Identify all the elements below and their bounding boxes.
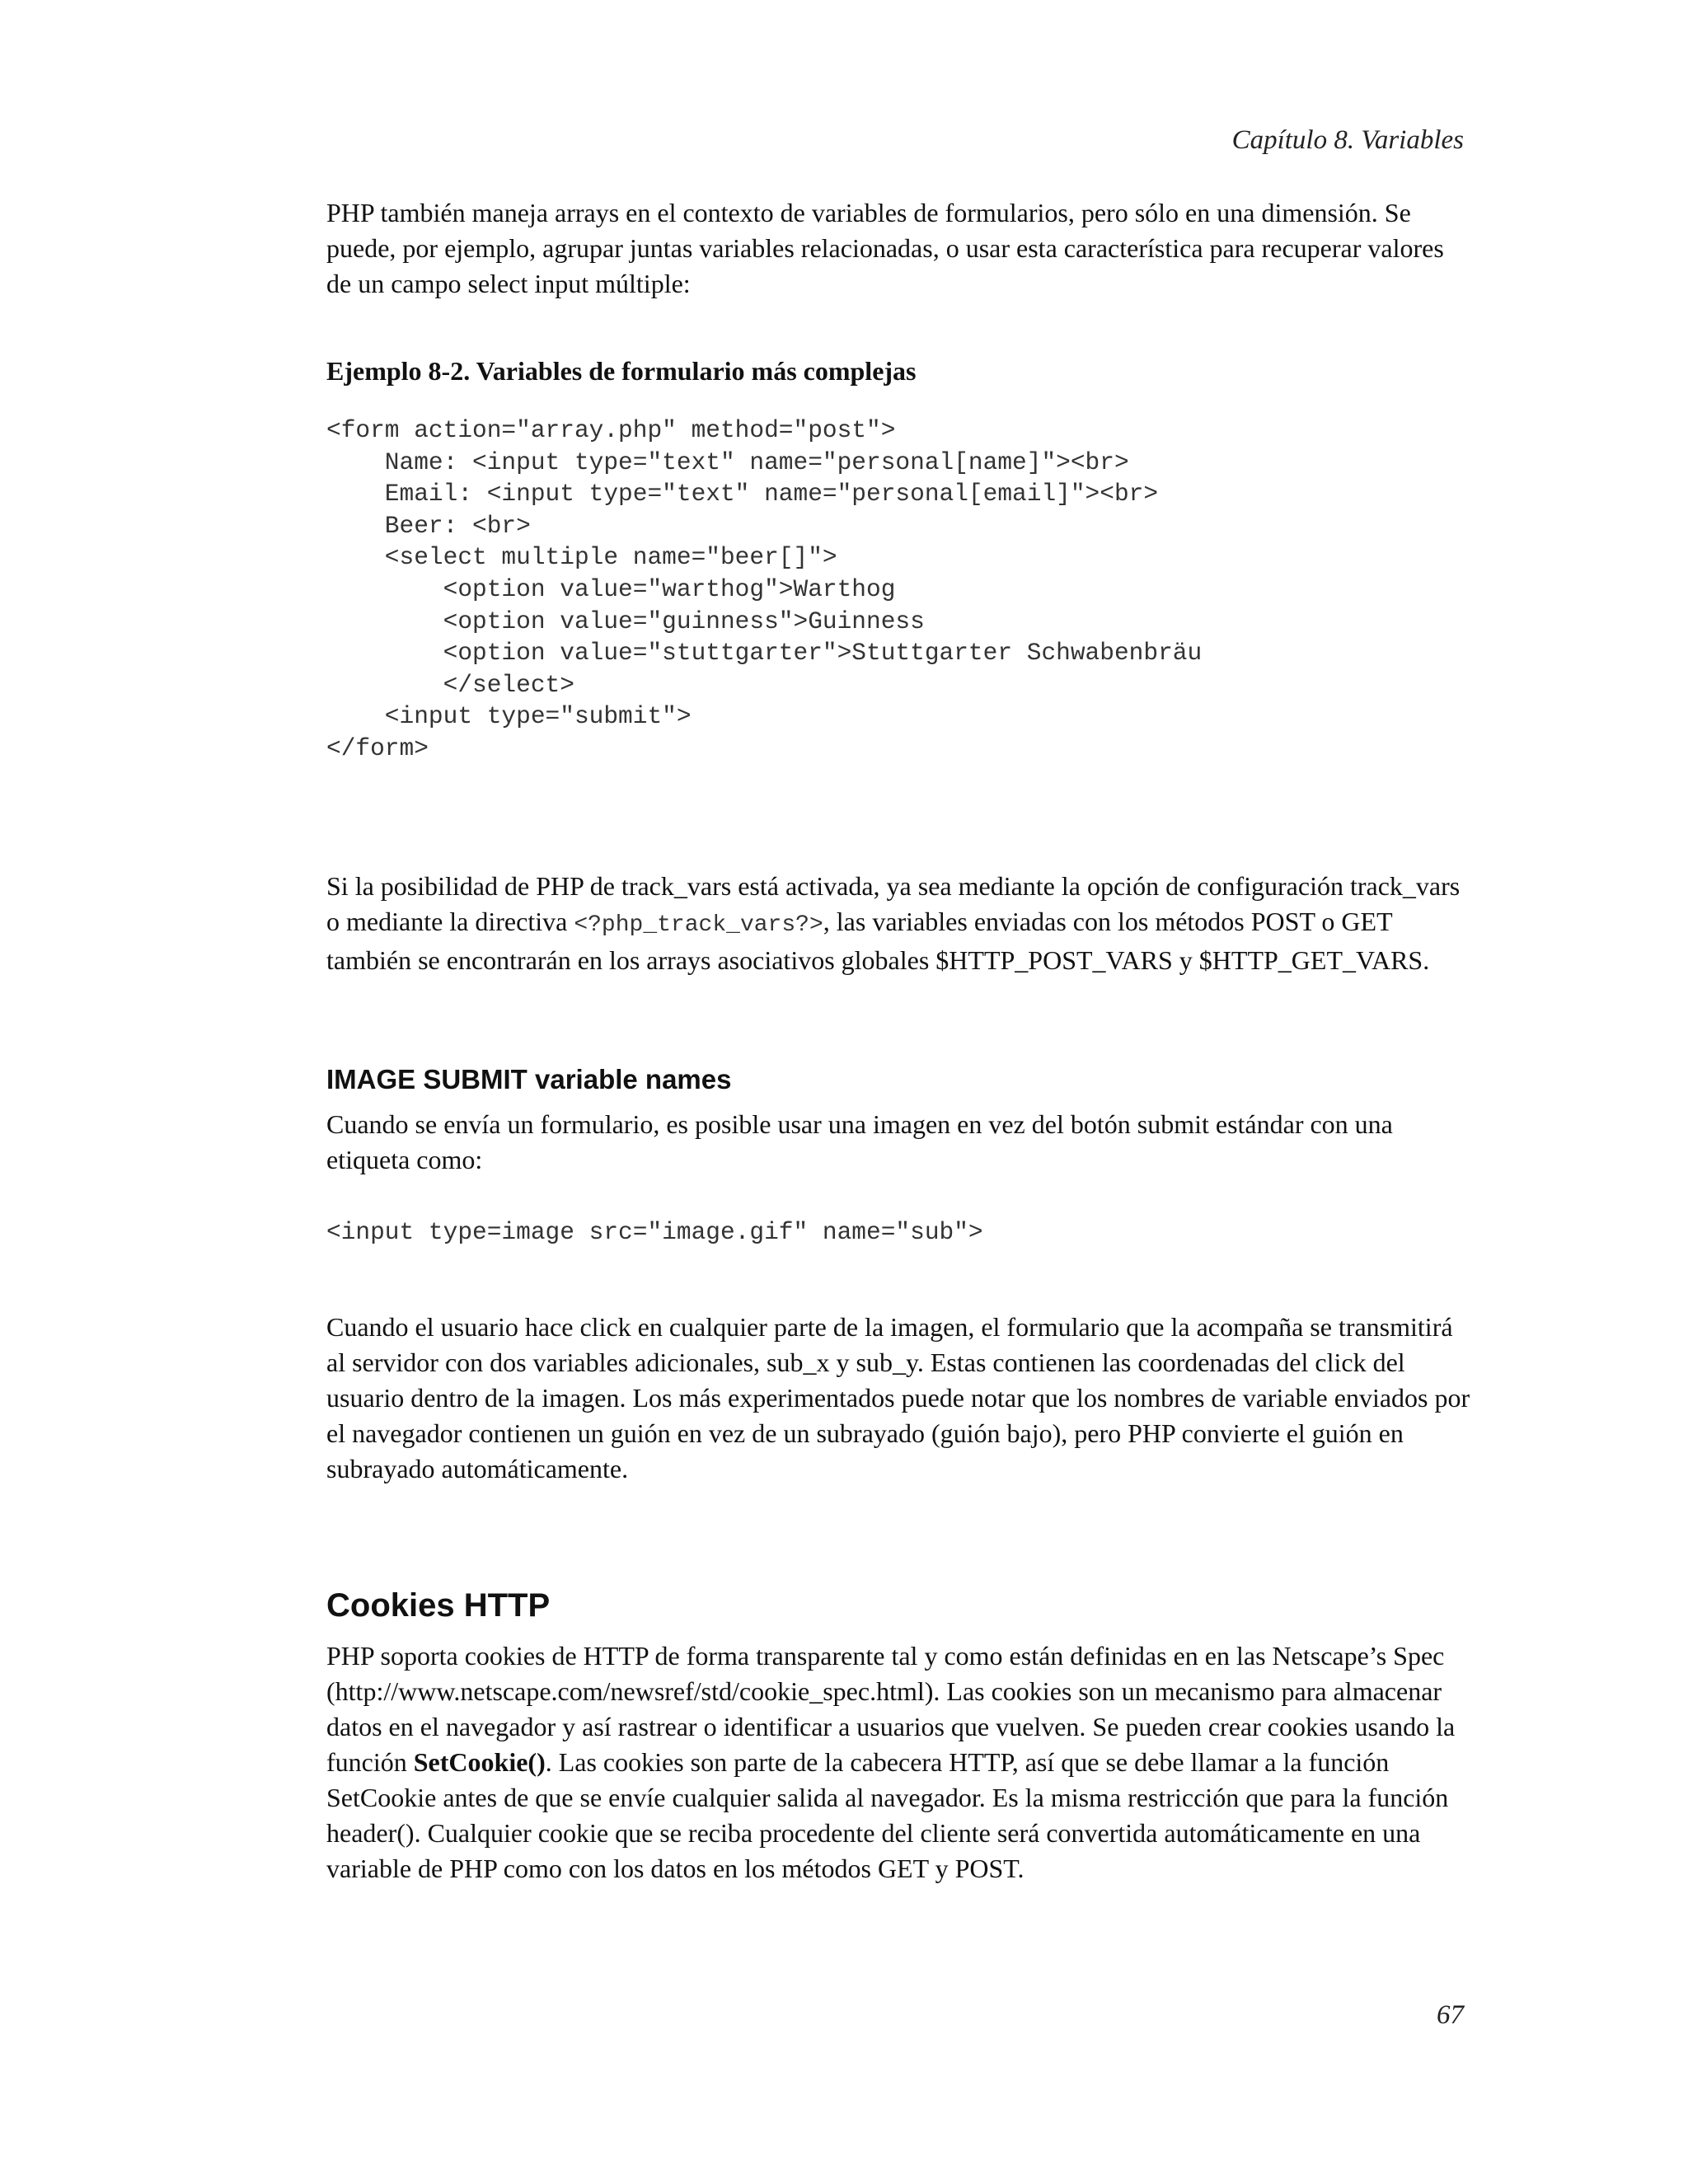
setcookie-function-name: SetCookie() bbox=[413, 1747, 546, 1777]
track-vars-text-1: Si la posibilidad de PHP de track_vars está activada, ya sea mediante la opción de configuración track_vars o mediante la directiva bbox=[326, 871, 1461, 936]
cookies-text-1: PHP soporta cookies de HTTP de forma transparente tal y como están definidas en en las Netscape’s Spec (http://www.netscape.com/newsref/std/cookie_spec.html). Las cookies son un mecanismo para almacenar datos en el navegador y así rastrear o identificar a usuarios que vuelven. Se pueden crear cookies usando la función bbox=[326, 1641, 1456, 1777]
example-title: Ejemplo 8-2. Variables de formulario más complejas bbox=[326, 356, 917, 386]
image-submit-heading: IMAGE SUBMIT variable names bbox=[326, 1064, 732, 1094]
cookies-paragraph bbox=[326, 1638, 1472, 1886]
example-code-block: <form action="array.php" method="post"> Name: <input type="text" name="personal[name]"><br> Email: <input type="text" name="personal[email]"><br> Beer: <br> <select multiple name="beer[]"> <option value="warthog">Warthog <option value="guinness">Guinness <option value="stuttgarter">Stuttgarter Schwabenbräu </select> <input type="submit"> </form> bbox=[326, 416, 1203, 762]
cookies-text-2: . Las cookies son parte de la cabecera HTTP, así que se debe llamar a la función SetCookie antes de que se envíe cualquier salida al navegador. Es la misma restricción que para la función header(). Cualquier cookie que se reciba procedente del cliente será convertida automáticamente en una variable de PHP como con los datos en los métodos GET y POST. bbox=[326, 1747, 1449, 1883]
track-vars-paragraph bbox=[326, 869, 1472, 978]
image-submit-paragraph-2: Cuando el usuario hace click en cualquier parte de la imagen, el formulario que la acompaña se transmitirá al servidor con dos variables adicionales, sub_x y sub_y. Estas contienen las coordenadas del click del usuario dentro de la imagen. Los más experimentados puede notar que los nombres de variable enviados por el navegador contienen un guión en vez de un subrayado (guión bajo), pero PHP convierte el guión en subrayado automáticamente. bbox=[326, 1312, 1470, 1483]
image-submit-paragraph-1: Cuando se envía un formulario, es posible usar una imagen en vez del botón submit estándar con una etiqueta como: bbox=[326, 1109, 1393, 1174]
page-number: 67 bbox=[1437, 2000, 1464, 2030]
image-submit-code: <input type=image src="image.gif" name="sub"> bbox=[326, 1218, 983, 1246]
inline-code-track-vars: <?php_track_vars?> bbox=[574, 912, 823, 938]
intro-paragraph: PHP también maneja arrays en el contexto de variables de formularios, pero sólo en una dimensión. Se puede, por ejemplo, agrupar juntas variables relacionadas, o usar esta característica para recuperar valores de un campo select input múltiple: bbox=[326, 198, 1444, 298]
cookies-heading: Cookies HTTP bbox=[326, 1587, 551, 1624]
running-header: Capítulo 8. Variables bbox=[1231, 125, 1464, 155]
track-vars-text-2: , las variables enviadas con los métodos POST o GET también se encontrarán en los arrays asociativos globales $HTTP_POST_VARS y $HTTP_GET_VARS. bbox=[326, 907, 1430, 975]
